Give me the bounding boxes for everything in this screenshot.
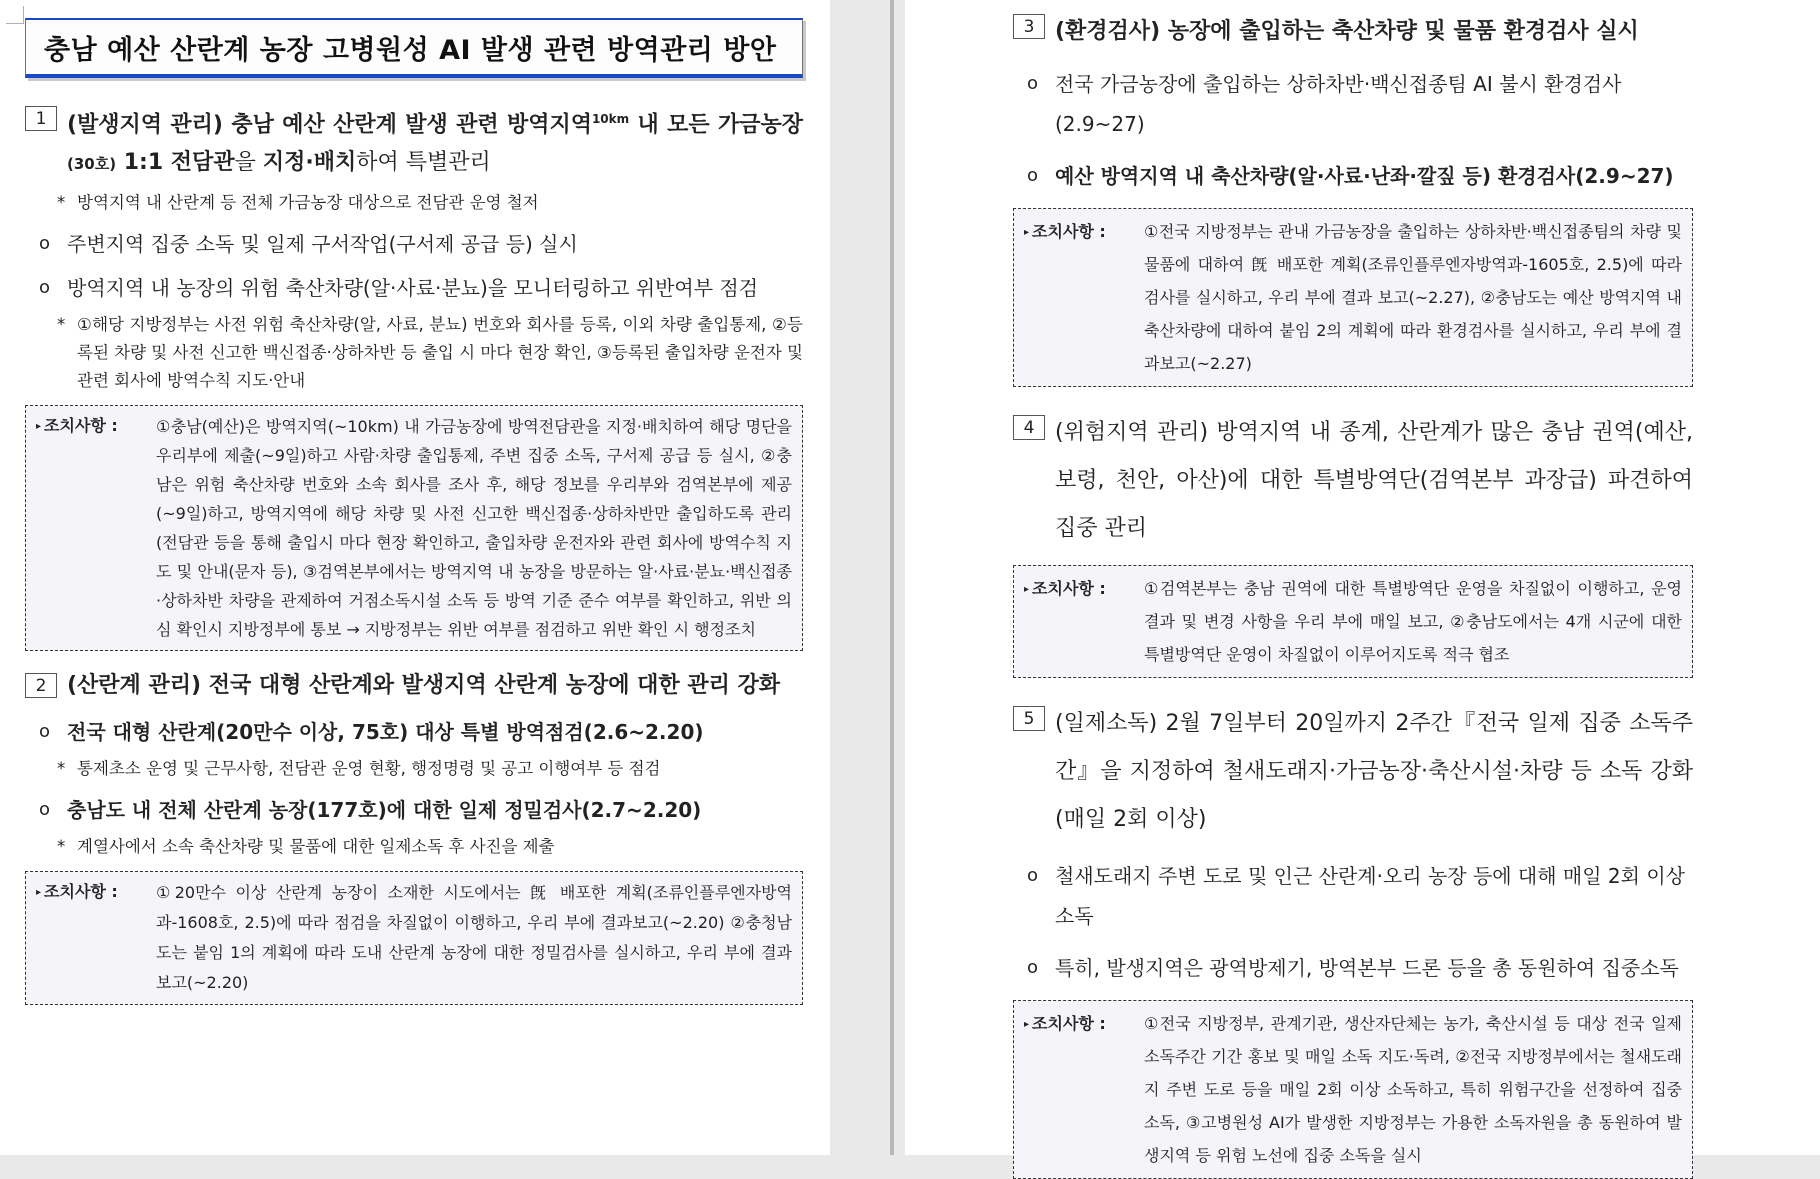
bullet-item [25, 715, 803, 749]
action-label-text: 조치사항 : [1032, 1014, 1106, 1033]
section-4 [1013, 409, 1693, 553]
action-label [1024, 572, 1144, 671]
action-label-text: 조치사항 : [1032, 579, 1106, 598]
page-gap [830, 0, 905, 1155]
section-number: 1 [25, 106, 57, 131]
triangle-icon: ▸ [36, 886, 42, 898]
triangle-icon: ▸ [1024, 227, 1030, 238]
triangle-icon: ▸ [1024, 584, 1030, 595]
action-box [1013, 565, 1693, 678]
bullet-icon: ο [39, 799, 51, 821]
bullet-item [25, 271, 803, 305]
bullet-icon: ο [1027, 865, 1039, 886]
action-label [1024, 1007, 1144, 1172]
bullet-icon: ο [1027, 73, 1039, 94]
note-item [25, 189, 803, 217]
page-divider [890, 0, 894, 1155]
document-page-right [905, 0, 1820, 1165]
bullet-item [1013, 948, 1693, 988]
section-number: 3 [1013, 14, 1045, 39]
bullet-text: 전국 대형 산란계(20만수 이상, 75호) 대상 특별 방역점검(2.6~2.20) [67, 720, 704, 745]
note-text: 계열사에서 소속 축산차량 및 물품에 대한 일제소독 후 사진을 제출 [77, 837, 555, 857]
action-text: ①전국 지방정부는 관내 가금농장을 출입하는 상하차반·백신접종팀의 차량 및 물품에 대하여 旣 배포한 계획(조류인플루엔자방역과-1605호, 2.5)에 따라 검사를 실시하고, 우리 부에 결과 보고(~2.27), ②충남도는 예산 방역지역 내 축산차량에 대하여 붙임 2의 계획에 따라 환경검사를 실시하고, 우리 부에 결과보고(~2.27) [1144, 222, 1682, 373]
page-content [25, 8, 803, 1005]
triangle-icon: ▸ [36, 420, 42, 432]
asterisk-icon: * [57, 759, 66, 779]
section-heading: (일제소독) 2월 7일부터 20일까지 2주간『전국 일제 집중 소독주간』을 지정하여 철새도래지·가금농장·축산시설·차량 등 소독 강화(매일 2회 이상) [1055, 711, 1693, 832]
bullet-text: 예산 방역지역 내 축산차량(알·사료·난좌·깔짚 등) 환경검사(2.9~27) [1055, 164, 1674, 188]
bullet-item [25, 793, 803, 827]
note-text: 방역지역 내 산란계 등 전체 가금농장 대상으로 전담관 운영 철저 [77, 193, 539, 213]
note-item [25, 755, 803, 783]
bullet-icon: ο [39, 277, 51, 299]
bullet-icon: ο [39, 721, 51, 743]
section-heading: (환경검사) 농장에 출입하는 축산차량 및 물품 환경검사 실시 [1055, 19, 1639, 44]
bullet-text: 특히, 발생지역은 광역방제기, 방역본부 드론 등을 총 동원하여 집중소독 [1055, 956, 1679, 980]
action-text: ①20만수 이상 산란계 농장이 소재한 시도에서는 旣 배포한 계획(조류인플루엔자방역과-1608호, 2.5)에 따라 점검을 차질없이 이행하고, 우리 부에 결과보고(~2.20) ②충청남도는 붙임 1의 계획에 따라 도내 산란계 농장에 대한 정밀검사를 실시하고, 우리 부에 결과 보고(~2.20) [156, 883, 792, 993]
triangle-icon: ▸ [1024, 1019, 1030, 1030]
bullet-item [1013, 64, 1693, 144]
action-text: ①충남(예산)은 방역지역(~10km) 내 가금농장에 방역전담관을 지정·배치하여 해당 명단을 우리부에 제출(~9일)하고 사람·차량 출입통제, 주변 집중 소독, 구서제 공급 등 실시, ②충남은 위험 축산차량 번호와 소속 회사를 조사 후, 해당 정보를 우리부와 검역본부에 제공(~9일)하고, 방역지역에 해당 차량 및 사전 신고한 백신접종·상하차반만 출입하도록 관리(전담관 등을 통해 출입시 마다 현장 확인하고, 출입차량 운전자와 관련 회사에 방역수칙 지도 및 안내(문자 등), ③검역본부에서는 방역지역 내 농장을 방문하는 알·사료·분뇨·백신접종·상하차반 차량을 관제하여 거점소독시설 소독 등 방역 기준 준수 여부를 확인하고, 위반 의심 확인시 지방정부에 통보 → 지방정부는 위반 여부를 점검하고 위반 확인 시 행정조치 [156, 417, 792, 640]
bullet-text: 주변지역 집중 소독 및 일제 구서작업(구서제 공급 등) 실시 [67, 232, 578, 257]
text-span: 내 모든 [629, 112, 718, 138]
text-span: 1:1 전담관 [116, 150, 235, 176]
action-box [1013, 208, 1693, 387]
section-3 [1013, 8, 1693, 56]
page-corner-mark [6, 6, 24, 24]
action-label-text: 조치사항 : [44, 882, 118, 902]
action-label [36, 878, 156, 998]
section-1 [25, 100, 803, 183]
text-span: 지정·배치 [262, 150, 357, 176]
bullet-icon: ο [1027, 165, 1039, 186]
text-span: 을 [234, 150, 263, 176]
superscript: 10km [591, 112, 630, 126]
asterisk-icon: * [57, 193, 66, 213]
bullet-item [25, 227, 803, 261]
page-content [1013, 8, 1693, 1179]
action-label [1024, 215, 1144, 380]
section-5 [1013, 700, 1693, 844]
action-box [1013, 1000, 1693, 1179]
bullet-text: 충남도 내 전체 산란계 농장(177호)에 대한 일제 정밀검사(2.7~2.20) [67, 798, 702, 823]
action-box [25, 405, 803, 651]
asterisk-icon: * [57, 315, 66, 335]
text-span: 충남 예산 산란계 발생 관련 [222, 112, 507, 138]
bullet-text: 전국 가금농장에 출입하는 상하차반·백신접종팀 AI 불시 환경검사(2.9~27) [1055, 72, 1622, 136]
section-number: 4 [1013, 415, 1045, 440]
text-span: 방역지역 [506, 112, 592, 138]
note-item [25, 833, 803, 861]
note-text: ①해당 지방정부는 사전 위험 축산차량(알, 사료, 분뇨) 번호와 회사를 등록, 이외 차량 출입통제, ②등록된 차량 및 사전 신고한 백신접종·상하차반 등 출입 시 마다 현장 확인, ③등록된 출입차량 운전자 및 관련 회사에 방역수칙 지도·안내 [77, 315, 803, 391]
bullet-text: 철새도래지 주변 도로 및 인근 산란계·오리 농장 등에 대해 매일 2회 이상 소독 [1055, 864, 1685, 928]
action-text: ①전국 지방정부, 관계기관, 생산자단체는 농가, 축산시설 등 대상 전국 일제 소독주간 기간 홍보 및 매일 소독 지도·독려, ②전국 지방정부에서는 철새도래지 주변 도로 등을 매일 2회 이상 소독하고, 특히 위험구간을 선정하여 집중 소독, ③고병원성 AI가 발생한 지방정부는 가용한 소독자원을 총 동원하여 발생지역 등 위험 노선에 집중 소독을 실시 [1144, 1014, 1682, 1165]
bullet-icon: ο [1027, 957, 1039, 978]
action-label-text: 조치사항 : [1032, 222, 1106, 241]
section-topic: (발생지역 관리) [67, 112, 223, 138]
note-text: 통제초소 운영 및 근무사항, 전담관 운영 현황, 행정명령 및 공고 이행여부 등 점검 [77, 759, 661, 779]
bullet-icon: ο [39, 233, 51, 255]
bullet-item [1013, 156, 1693, 196]
text-span: 하여 특별관리 [356, 150, 491, 176]
action-label [36, 412, 156, 644]
document-title: 충남 예산 산란계 농장 고병원성 AI 발생 관련 방역관리 방안 [44, 34, 777, 66]
section-heading: (산란계 관리) 전국 대형 산란계와 발생지역 산란계 농장에 대한 관리 강화 [67, 673, 781, 699]
bullet-item [1013, 856, 1693, 936]
action-label-text: 조치사항 : [44, 416, 118, 436]
section-number: 5 [1013, 706, 1045, 731]
bullet-text: 방역지역 내 농장의 위험 축산차량(알·사료·분뇨)을 모니터링하고 위반여부 점검 [67, 276, 759, 301]
text-span: (30호) [67, 155, 117, 174]
action-text: ①검역본부는 충남 권역에 대한 특별방역단 운영을 차질없이 이행하고, 운영 결과 및 변경 사항을 우리 부에 매일 보고, ②충남도에서는 4개 시군에 대한 특별방역단 운영이 차질없이 이루어지도록 적극 협조 [1144, 579, 1682, 664]
text-span: 가금농장 [717, 112, 803, 138]
document-page-left [0, 0, 830, 1155]
section-number: 2 [25, 673, 57, 698]
section-heading [67, 100, 803, 183]
note-item [25, 311, 803, 395]
asterisk-icon: * [57, 837, 66, 857]
section-heading: (위험지역 관리) 방역지역 내 종계, 산란계가 많은 충남 권역(예산, 보령, 천안, 아산)에 대한 특별방역단(검역본부 과장급) 파견하여 집중 관리 [1055, 420, 1693, 541]
document-title-box [25, 18, 803, 78]
action-box [25, 871, 803, 1005]
section-2 [25, 667, 803, 705]
